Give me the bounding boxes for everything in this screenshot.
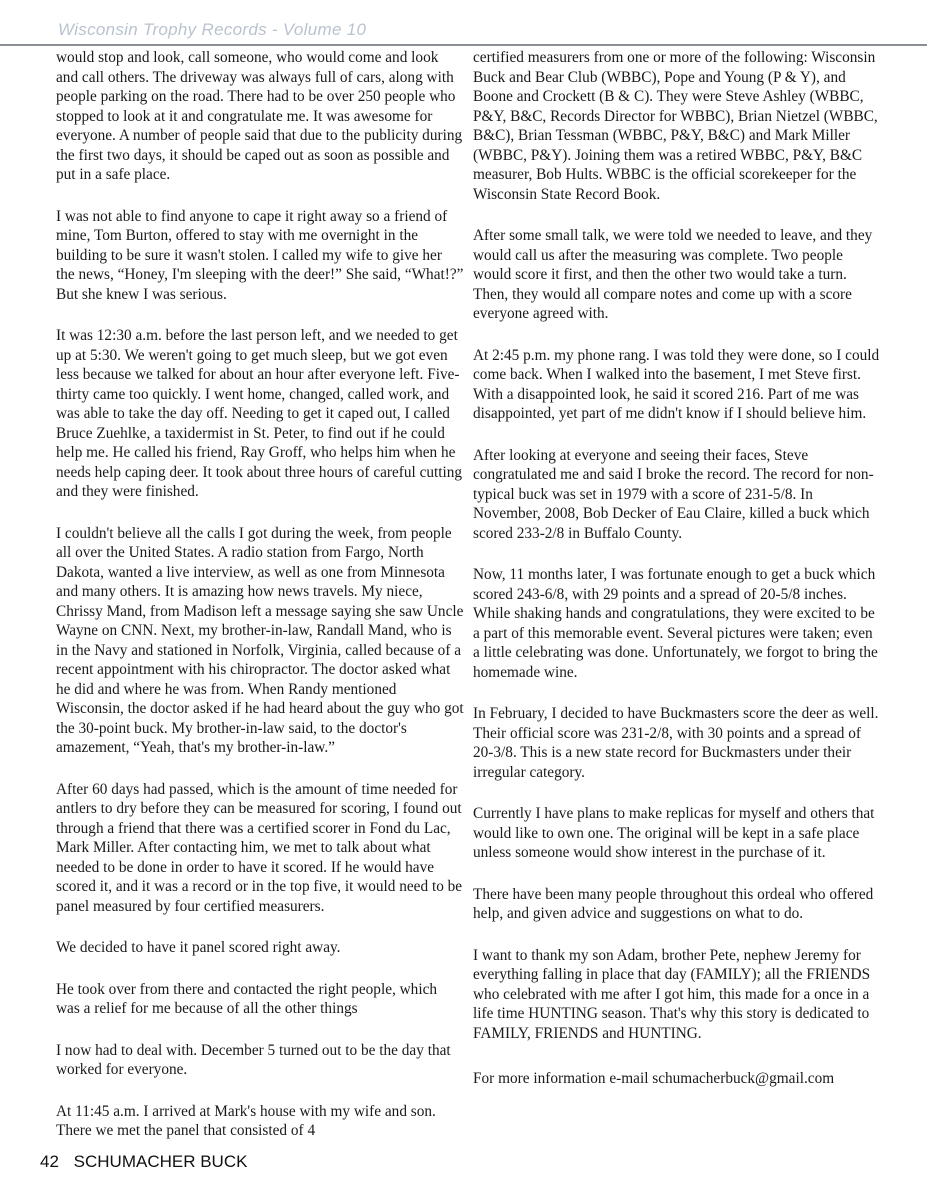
paragraph: At 11:45 a.m. I arrived at Mark's house with my wife and son. There we met the panel that consisted of 4	[56, 1102, 436, 1139]
paragraph: After looking at everyone and seeing their faces, Steve congratulated me and said I broke the record. The record for non-typical buck was set in 1979 with a score of 231-5/8. In November, 2008, Bob Decker of Eau Claire, killed a buck which scored 233-2/8 in Buffalo County.	[473, 446, 874, 542]
paragraph: After 60 days had passed, which is the amount of time needed for antlers to dry before they can be measured for scoring, I found out through a friend that there was a certified scorer in Fond du Lac, Mark Miller. After contacting him, we met to talk about what needed to be done in order to have it scored. If he would have scored it, and it was a record or in the top five, it would need to be panel measured by four certified measurers.	[56, 780, 463, 915]
right-column	[473, 48, 881, 1111]
contact-paragraph: For more information e-mail schumacherbuck@gmail.com	[473, 1070, 835, 1087]
paragraph: I now had to deal with. December 5 turned out to be the day that worked for everyone.	[56, 1041, 451, 1078]
paragraph: He took over from there and contacted the right people, which was a relief for me because of all the other things	[56, 980, 438, 1017]
paragraph: We decided to have it panel scored right away.	[56, 939, 341, 956]
paragraph: would stop and look, call someone, who would come and look and call others. The driveway was always full of cars, along with people parking on the road. There had to be over 250 people who stopped to look at it and congratulate me. It was awesome for everyone. A number of people said that due to the publicity during the first two days, it should be caped out as soon as possible and put in a safe place.	[56, 49, 463, 183]
paragraph: I want to thank my son Adam, brother Pete, nephew Jeremy for everything falling in place that day (FAMILY); all the FRIENDS who celebrated with me after I got him, this made for a once in a life time HUNTING season. That's why this story is dedicated to FAMILY, FRIENDS and HUNTING.	[473, 946, 871, 1042]
paragraph: After some small talk, we were told we needed to leave, and they would call us after the measuring was complete. Two people would score it first, and then the other two would take a turn. Then, they would all compare notes and come up with a score everyone agreed with.	[473, 227, 873, 322]
page-footer	[40, 1152, 247, 1172]
left-column	[56, 48, 464, 1163]
paragraph: Currently I have plans to make replicas for myself and others that would like to own one. The original will be kept in a safe place unless someone would show interest in the purchase of it.	[473, 805, 875, 861]
paragraph: Now, 11 months later, I was fortunate enough to get a buck which scored 243-6/8, with 29 points and a spread of 20-5/8 inches. While shaking hands and congratulations, they were excited to be a part of this memorable event. Several pictures were taken; even a little celebrating was done. Unfortunately, we forgot to bring the homemade wine.	[473, 566, 878, 681]
paragraph: I couldn't believe all the calls I got during the week, from people all over the United States. A radio station from Fargo, North Dakota, wanted a live interview, as well as one from Minnesota and many others. It is amazing how news travels. My niece, Chrissy Mand, from Madison left a message saying she saw Uncle Wayne on CNN. Next, my brother-in-law, Randall Mand, who is in the Navy and stationed in Norfolk, Virginia, called because of a recent appointment with his chiropractor. The doctor asked what he did and where he was from. When Randy mentioned Wisconsin, the doctor asked if he had heard about the guy who got the 30-point buck. My brother-in-law said, to the doctor's amazement, “Yeah, that's my brother-in-law.”	[56, 524, 464, 756]
paragraph: certified measurers from one or more of the following: Wisconsin Buck and Bear Club (WBBC), Pope and Young (P & Y), and Boone and Crockett (B & C). They were Steve Ashley (WBBC, P&Y, B&C, Records Director for WBBC), Brian Nietzel (WBBC, B&C), Brian Tessman (WBBC, P&Y, B&C) and Mark Miller (WBBC, P&Y). Joining them was a retired WBBC, P&Y, B&C measurer, Bob Hults. WBBC is the official scorekeeper for the Wisconsin State Record Book.	[473, 49, 878, 203]
running-header: Wisconsin Trophy Records - Volume 10	[58, 20, 367, 39]
paragraph: There have been many people throughout this ordeal who offered help, and given advice and suggestions on what to do.	[473, 885, 874, 922]
page-number: 42	[40, 1152, 59, 1171]
header-divider	[0, 44, 927, 46]
article-title: SCHUMACHER BUCK	[73, 1152, 248, 1171]
paragraph: In February, I decided to have Buckmasters score the deer as well. Their official score was 231-2/8, with 30 points and a spread of 20-3/8. This is a new state record for Buckmasters under their irregular category.	[473, 705, 879, 781]
paragraph: I was not able to find anyone to cape it right away so a friend of mine, Tom Burton, offered to stay with me overnight in the building to be sure it wasn't stolen. I called my wife to give her the news, “Honey, I'm sleeping with the deer!” She said, “What!?” But she knew I was serious.	[56, 207, 464, 303]
paragraph: At 2:45 p.m. my phone rang. I was told they were done, so I could come back. When I walked into the basement, I met Steve first. With a disappointed look, he said it scored 216. Part of me was disappointed, yet part of me didn't know if I should believe him.	[473, 346, 880, 422]
paragraph: It was 12:30 a.m. before the last person left, and we needed to get up at 5:30. We weren't going to get much sleep, but we got even less because we talked for about an hour after everyone left. Five-thirty came too quickly. I went home, changed, called work, and was able to take the day off. Needing to get it caped out, I called Bruce Zuehlke, a taxidermist in St. Peter, to find out if he could help me. He called his friend, Ray Groff, who helps him when he needs help caping deer. It took about three hours of careful cutting and they were finished.	[56, 327, 463, 500]
